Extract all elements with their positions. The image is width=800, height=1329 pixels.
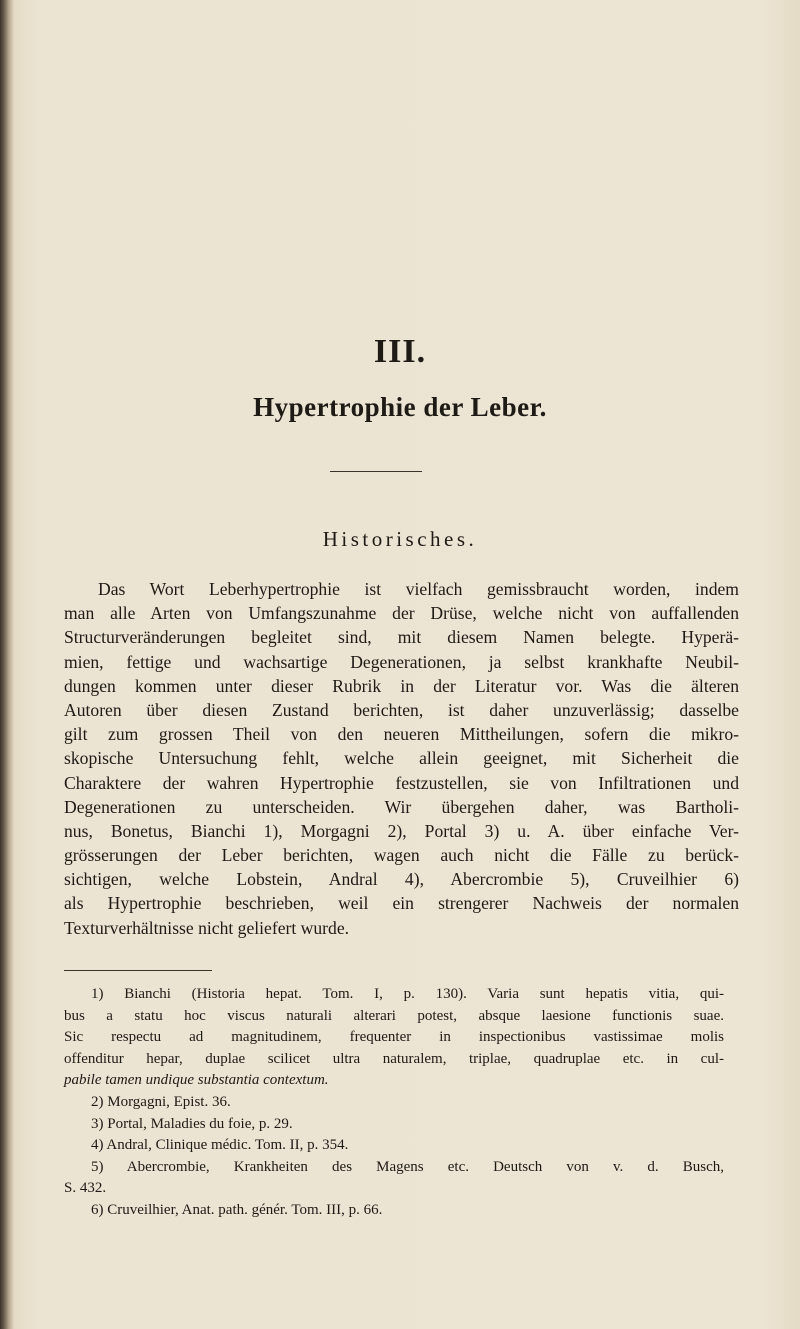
body-line: Degenerationen zu unterscheiden. Wir übergehen daher, was Bartholi- [64,796,739,817]
footnote-1 [64,984,724,1092]
title-divider [330,471,422,472]
body-line: dungen kommen unter dieser Rubrik in der Literatur vor. Was die älteren [64,675,739,696]
footnote-line: 6) Cruveilhier, Anat. path. génér. Tom. III, p. 66. [91,1201,383,1218]
footnote-3 [64,1114,724,1136]
body-line: grösserungen der Leber berichten, wagen auch nicht die Fälle zu berück- [64,845,739,866]
body-line: als Hypertrophie beschrieben, weil ein strengerer Nachweis der normalen [64,893,739,914]
body-paragraph [64,577,739,940]
footnote-line: 3) Portal, Maladies du foie, p. 29. [91,1115,293,1132]
body-line: nus, Bonetus, Bianchi 1), Morgagni 2), Portal 3) u. A. über einfache Ver- [64,820,739,841]
body-line: gilt zum grossen Theil von den neueren Mittheilungen, sofern die mikro- [64,724,739,745]
footnote-line: bus a statu hoc viscus naturali alterari potest, absque laesione functionis suae. [64,1007,724,1024]
footnote-line: pabile tamen undique substantia contextum. [64,1072,329,1089]
body-line: skopische Untersuchung fehlt, welche allein geeignet, mit Sicherheit die [64,748,739,769]
body-line: Autoren über diesen Zustand berichten, ist daher unzuverlässig; dasselbe [64,699,739,720]
footnote-5 [64,1157,724,1200]
footnote-line: S. 432. [64,1180,107,1197]
chapter-number: III. [373,333,427,370]
body-line: Texturverhältnisse nicht geliefert wurde. [64,917,350,938]
footnotes [64,984,724,1222]
book-binding-edge [0,0,14,1329]
footnote-line: 5) Abercrombie, Krankheiten des Magens etc. Deutsch von v. d. Busch, [91,1158,724,1175]
body-line: mien, fettige und wachsartige Degenerationen, ja selbst krankhafte Neubil- [64,651,739,672]
body-line: sichtigen, welche Lobstein, Andral 4), Abercrombie 5), Cruveilhier 6) [64,869,739,890]
footnote-2 [64,1092,724,1114]
footnote-6 [64,1200,724,1222]
footnote-line: Sic respectu ad magnitudinem, frequenter in inspectionibus vastissimae molis [64,1029,724,1046]
footnote-line: offenditur hepar, duplae scilicet ultra naturalem, triplae, quadruplae etc. in cul- [64,1050,724,1067]
body-line: Structurveränderungen begleitet sind, mit diesem Namen belegte. Hyperä- [64,627,739,648]
footnote-line: 1) Bianchi (Historia hepat. Tom. I, p. 130). Varia sunt hepatis vitia, qui- [91,986,724,1002]
footnote-line: 4) Andral, Clinique médic. Tom. II, p. 354. [91,1137,349,1154]
body-line: Charaktere der wahren Hypertrophie festzustellen, sie von Infiltrationen und [64,772,739,793]
footnote-line: 2) Morgagni, Epist. 36. [91,1093,231,1110]
footnote-divider [64,970,212,971]
section-heading: Historisches. [322,527,478,551]
body-line: man alle Arten von Umfangszunahme der Drüse, welche nicht von auffallenden [64,603,739,624]
chapter-title: Hypertrophie der Leber. [253,392,547,422]
footnote-4 [64,1135,724,1157]
body-line: Das Wort Leberhypertrophie ist vielfach gemissbraucht worden, indem [98,579,739,599]
